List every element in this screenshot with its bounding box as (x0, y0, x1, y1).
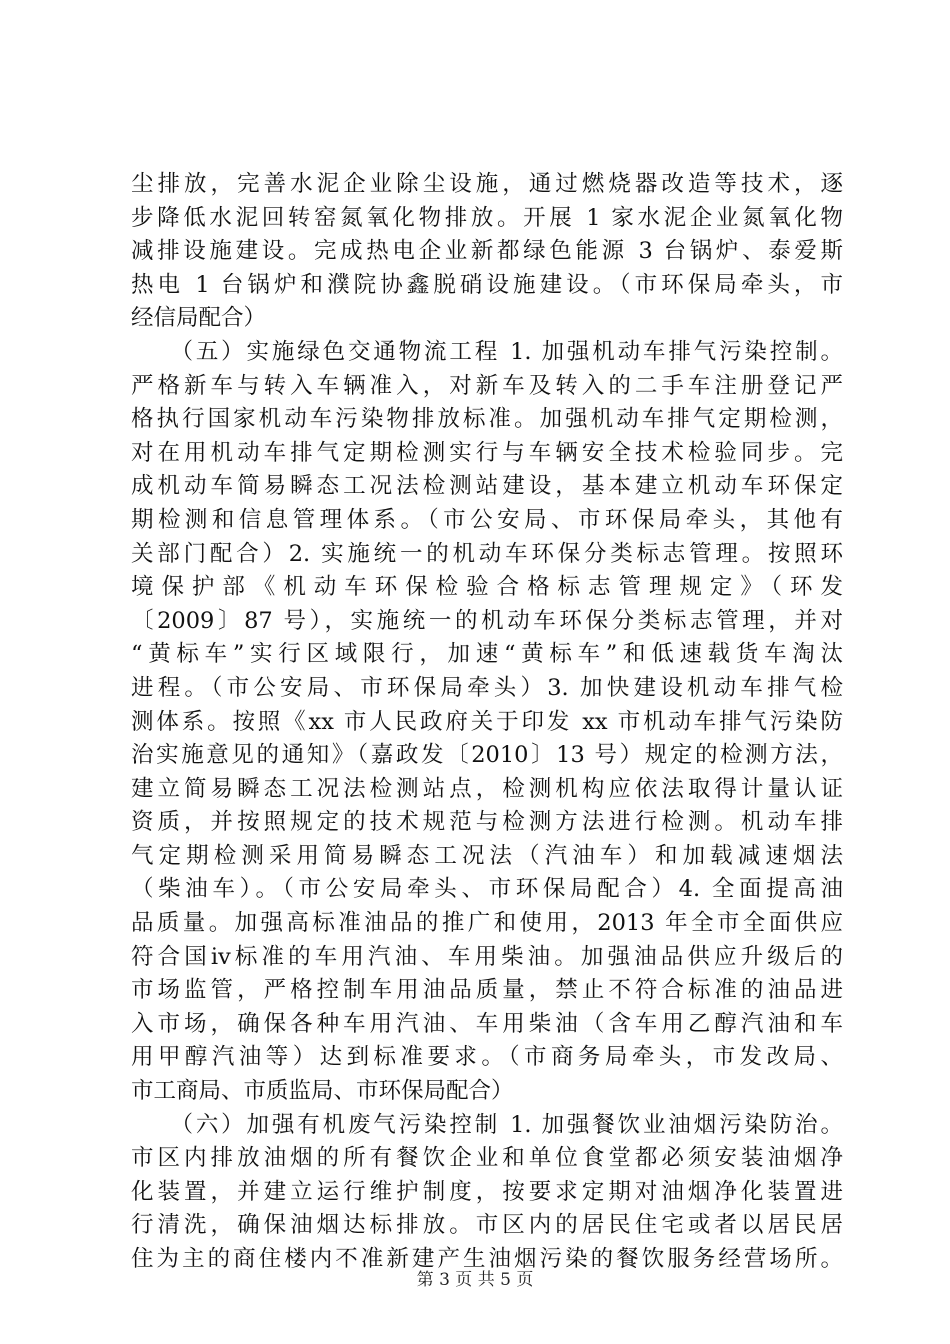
text-line: 进程。（市公安局、市环保局牵头）3. 加快建设机动车排气检 (131, 674, 843, 701)
text-line: 〔2009〕87 号），实施统一的机动车环保分类标志管理，并对 (131, 607, 843, 634)
text-line: 品质量。加强高标准油品的推广和使用，2013 年全市全面供应 (131, 910, 843, 937)
text-line: 市工商局、市质监局、市环保局配合） (131, 1078, 514, 1105)
text-line: 格执行国家机动车污染物排放标准。加强机动车排气定期检测， (131, 406, 843, 433)
text-line: （柴油车）。（市公安局牵头、市环保局配合）4. 全面提高油 (131, 876, 843, 903)
text-line: 对在用机动车排气定期检测实行与车辆安全技术检验同步。完 (131, 439, 843, 466)
text-line: 测体系。按照《xx 市人民政府关于印发 xx 市机动车排气污染防 (131, 708, 843, 735)
text-line: 化装置，并建立运行维护制度，按要求定期对油烟净化装置进 (131, 1178, 843, 1205)
text-line: 行清洗，确保油烟达标排放。市区内的居民住宅或者以居民居 (131, 1212, 843, 1239)
text-line: 经信局配合） (131, 305, 267, 332)
text-line: 尘排放，完善水泥企业除尘设施，通过燃烧器改造等技术，逐 (131, 171, 843, 197)
text-line: 期检测和信息管理体系。（市公安局、市环保局牵头，其他有 (131, 506, 843, 533)
text-line: 治实施意见的通知》（嘉政发〔2010〕13 号）规定的检测方法， (131, 742, 843, 769)
page-number-footer: 第 3 页 共 5 页 (416, 1270, 534, 1290)
text-line: 符合国ⅳ标准的车用汽油、车用柴油。加强油品供应升级后的 (131, 943, 843, 970)
text-line: 住为主的商住楼内不准新建产生油烟污染的餐饮服务经营场所。 (131, 1246, 843, 1272)
text-line: 气定期检测采用简易瞬态工况法（汽油车）和加载减速烟法 (131, 842, 843, 869)
text-line: 市场监管，严格控制车用油品质量，禁止不符合标准的油品进 (131, 977, 843, 1004)
text-line: 境保护部《机动车环保检验合格标志管理规定》（环发 (131, 574, 843, 601)
text-line: 市区内排放油烟的所有餐饮企业和单位食堂都必须安装油烟净 (131, 1145, 843, 1172)
text-line: 减排设施建设。完成热电企业新都绿色能源 3 台锅炉、泰爱斯 (131, 238, 843, 265)
text-line: （五）实施绿色交通物流工程 1. 加强机动车排气污染控制。 (131, 338, 843, 365)
text-line: 热电 1 台锅炉和濮院协鑫脱硝设施建设。（市环保局牵头，市 (131, 271, 843, 298)
text-line: 入市场，确保各种车用汽油、车用柴油（含车用乙醇汽油和车 (131, 1010, 843, 1037)
text-line: 资质，并按照规定的技术规范与检测方法进行检测。机动车排 (131, 809, 843, 836)
text-line: （六）加强有机废气污染控制 1. 加强餐饮业油烟污染防治。 (131, 1111, 843, 1138)
text-line: 关部门配合）2. 实施统一的机动车环保分类标志管理。按照环 (131, 540, 843, 567)
text-line: 严格新车与转入车辆准入，对新车及转入的二手车注册登记严 (131, 372, 843, 399)
text-line: 步降低水泥回转窑氮氧化物排放。开展 1 家水泥企业氮氧化物 (131, 204, 843, 231)
document-body (131, 168, 843, 1277)
text-line: 用甲醇汽油等）达到标准要求。（市商务局牵头，市发改局、 (131, 1044, 843, 1071)
text-line: 成机动车简易瞬态工况法检测站建设，基本建立机动车环保定 (131, 473, 843, 500)
text-line: “黄标车”实行区域限行，加速“黄标车”和低速载货车淘汰 (131, 641, 843, 668)
text-line: 建立简易瞬态工况法检测站点，检测机构应依法取得计量认证 (131, 775, 843, 802)
